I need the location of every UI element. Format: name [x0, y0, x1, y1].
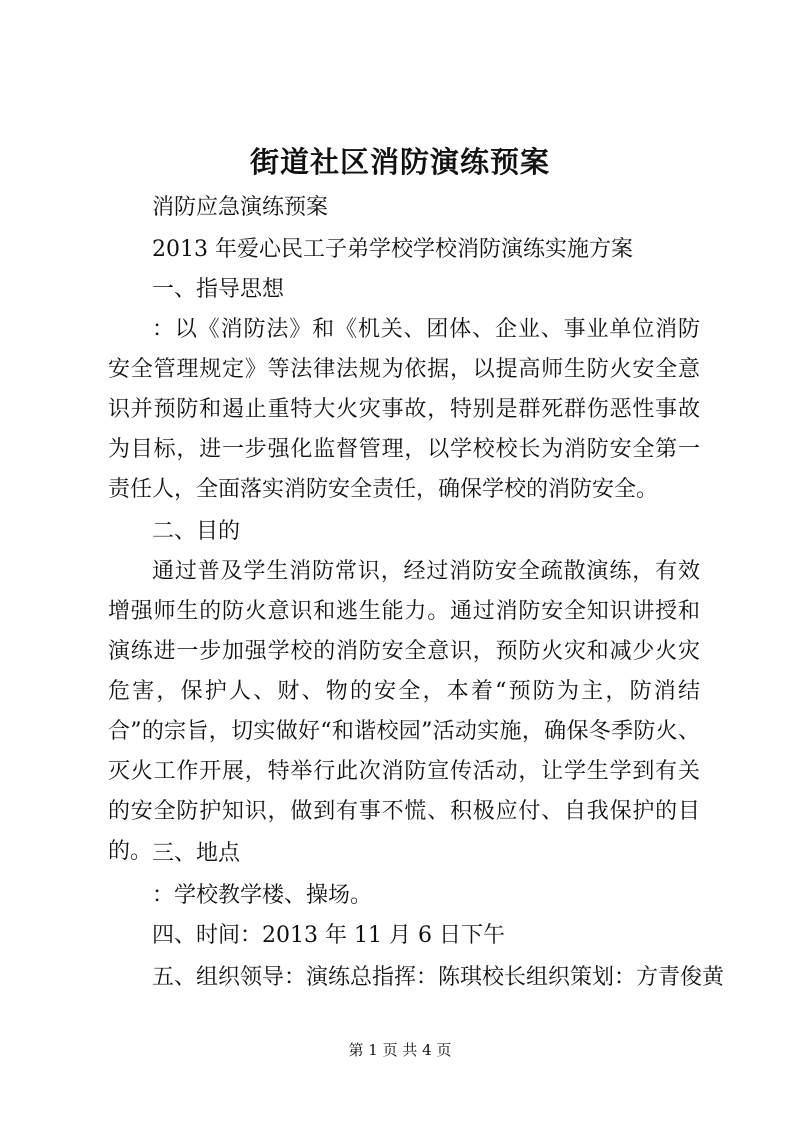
document-title: 街道社区消防演练预案: [249, 145, 550, 179]
section4-time: 四、时间：2013 年 11 月 6 日下午: [152, 923, 505, 948]
section2-heading: 二、目的: [152, 519, 241, 544]
plan-title: 2013 年爱心民工子弟学校学校消防演练实施方案: [152, 237, 633, 262]
section3-heading: 三、地点: [152, 841, 241, 866]
section1-heading: 一、指导思想: [152, 277, 285, 302]
section5-organization: 五、组织领导：演练总指挥：陈琪校长组织策划：方青俊黄: [152, 965, 725, 990]
section2-body: 通过普及学生消防常识，经过消防安全疏散演练，有效增强师生的防火意识和逃生能力。通过消防安全知识讲授和演练进一步加强学校的消防安全意识，预防火灾和减少火灾危害，保护人、财、物的安全，本着“预防为主，防消结合”的宗旨，切实做好“和谐校园”活动实施，确保冬季防火、灭火工作开展，特举行此次消防宣传活动，让学生学到有关的安全防护知识，做到有事不慌、积极应付、自我保护的目的。: [108, 559, 700, 864]
section3-body: ：学校教学楼、操场。: [152, 883, 373, 908]
page-footer: 第 1 页 共 4 页: [348, 1041, 452, 1059]
subtitle: 消防应急演练预案: [152, 195, 329, 220]
section1-body: ：以《消防法》和《机关、团体、企业、事业单位消防安全管理规定》等法律法规为依据，以提高师生防火安全意识并预防和遏止重特大火灾事故，特别是群死群伤恶性事故为目标，进一步强化监督管理，以学校校长为消防安全第一责任人，全面落实消防安全责任，确保学校的消防安全。: [108, 317, 700, 502]
